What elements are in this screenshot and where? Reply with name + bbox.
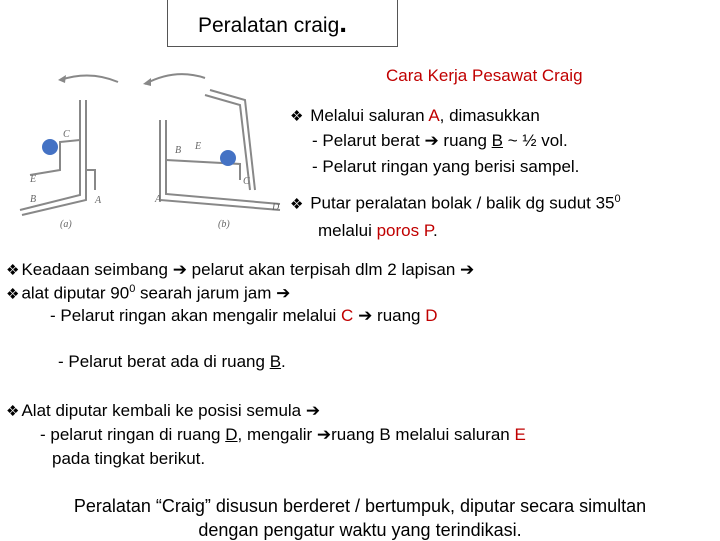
pelarut-ringan-line: - Pelarut ringan akan mengalir melalui C ➔ ruang D <box>50 306 438 325</box>
pivot-circle-a-icon <box>42 139 58 155</box>
bullet-icon: ❖ <box>6 262 20 279</box>
kembali-line: ❖ Alat diputar kembali ke posisi semula ➔ <box>6 401 321 420</box>
arrow-icon: ➔ <box>316 425 332 444</box>
bullet-1-sub-b: - Pelarut ringan yang berisi sampel. <box>312 157 580 176</box>
arrow-icon: ➔ <box>424 131 439 150</box>
title-dot: . <box>339 7 348 38</box>
rotate-arrow-right-head-icon <box>143 78 151 86</box>
figure-label: E <box>195 141 202 152</box>
page-title: Peralatan craig <box>198 14 340 37</box>
rotate-arrow-left-icon <box>60 75 118 82</box>
bullet-icon: ❖ <box>6 285 20 303</box>
mengalir-line: - pelarut ringan di ruang D, mengalir ➔ruang B melalui saluran E <box>40 425 526 444</box>
bullet-1-sub-a: - Pelarut berat ➔ ruang B ~ ½ vol. <box>312 131 568 150</box>
bullet-1: ❖ Melalui saluran A, dimasukkan <box>290 106 540 125</box>
figure-label: A <box>155 194 162 205</box>
keadaan-line: ❖ Keadaan seimbang ➔ pelarut akan terpisah dlm 2 lapisan ➔ <box>6 260 475 279</box>
bullet-icon: ❖ <box>290 195 304 213</box>
bullet-icon: ❖ <box>6 403 20 420</box>
arrow-icon: ➔ <box>358 306 373 325</box>
figure-label: C <box>63 129 70 140</box>
diputar-line: ❖ alat diputar $90^0$ searah jarum jam ➔ <box>6 283 291 303</box>
figure-label: B <box>30 194 37 205</box>
figure-label: C <box>243 176 250 187</box>
arrow-icon: ➔ <box>460 260 475 279</box>
bullet-icon: ❖ <box>290 108 304 125</box>
figure-label: (a) <box>60 219 72 230</box>
footer-line-2: dengan pengatur waktu yang terindikasi. <box>198 520 522 540</box>
arrow-icon: ➔ <box>305 401 321 420</box>
craig-apparatus-figure <box>0 60 300 240</box>
footer-line-1: Peralatan “Craig” disusun berderet / bertumpuk, diputar secara simultan <box>73 496 647 516</box>
pelarut-berat-line: - Pelarut berat ada di ruang B. <box>58 352 286 371</box>
figure-label: E <box>30 174 37 185</box>
bullet-2-sub: melalui poros P. <box>318 221 438 240</box>
subtitle: Cara Kerja Pesawat Craig <box>386 66 583 85</box>
title-box <box>167 0 398 47</box>
figure-label: D <box>272 202 280 213</box>
tingkat-line: pada tingkat berikut. <box>52 449 206 468</box>
pivot-circle-b-icon <box>220 150 236 166</box>
figure-label: A <box>95 195 102 206</box>
arrow-icon: ➔ <box>276 283 291 303</box>
figure-label: B <box>175 145 182 156</box>
rotate-arrow-right-icon <box>145 74 205 84</box>
figure-label: (b) <box>218 219 230 230</box>
arrow-icon: ➔ <box>172 260 187 279</box>
bullet-2: ❖ Putar peralatan bolak / balik dg sudut $35^0$ <box>290 193 621 213</box>
rotate-arrow-left-head-icon <box>58 75 66 83</box>
